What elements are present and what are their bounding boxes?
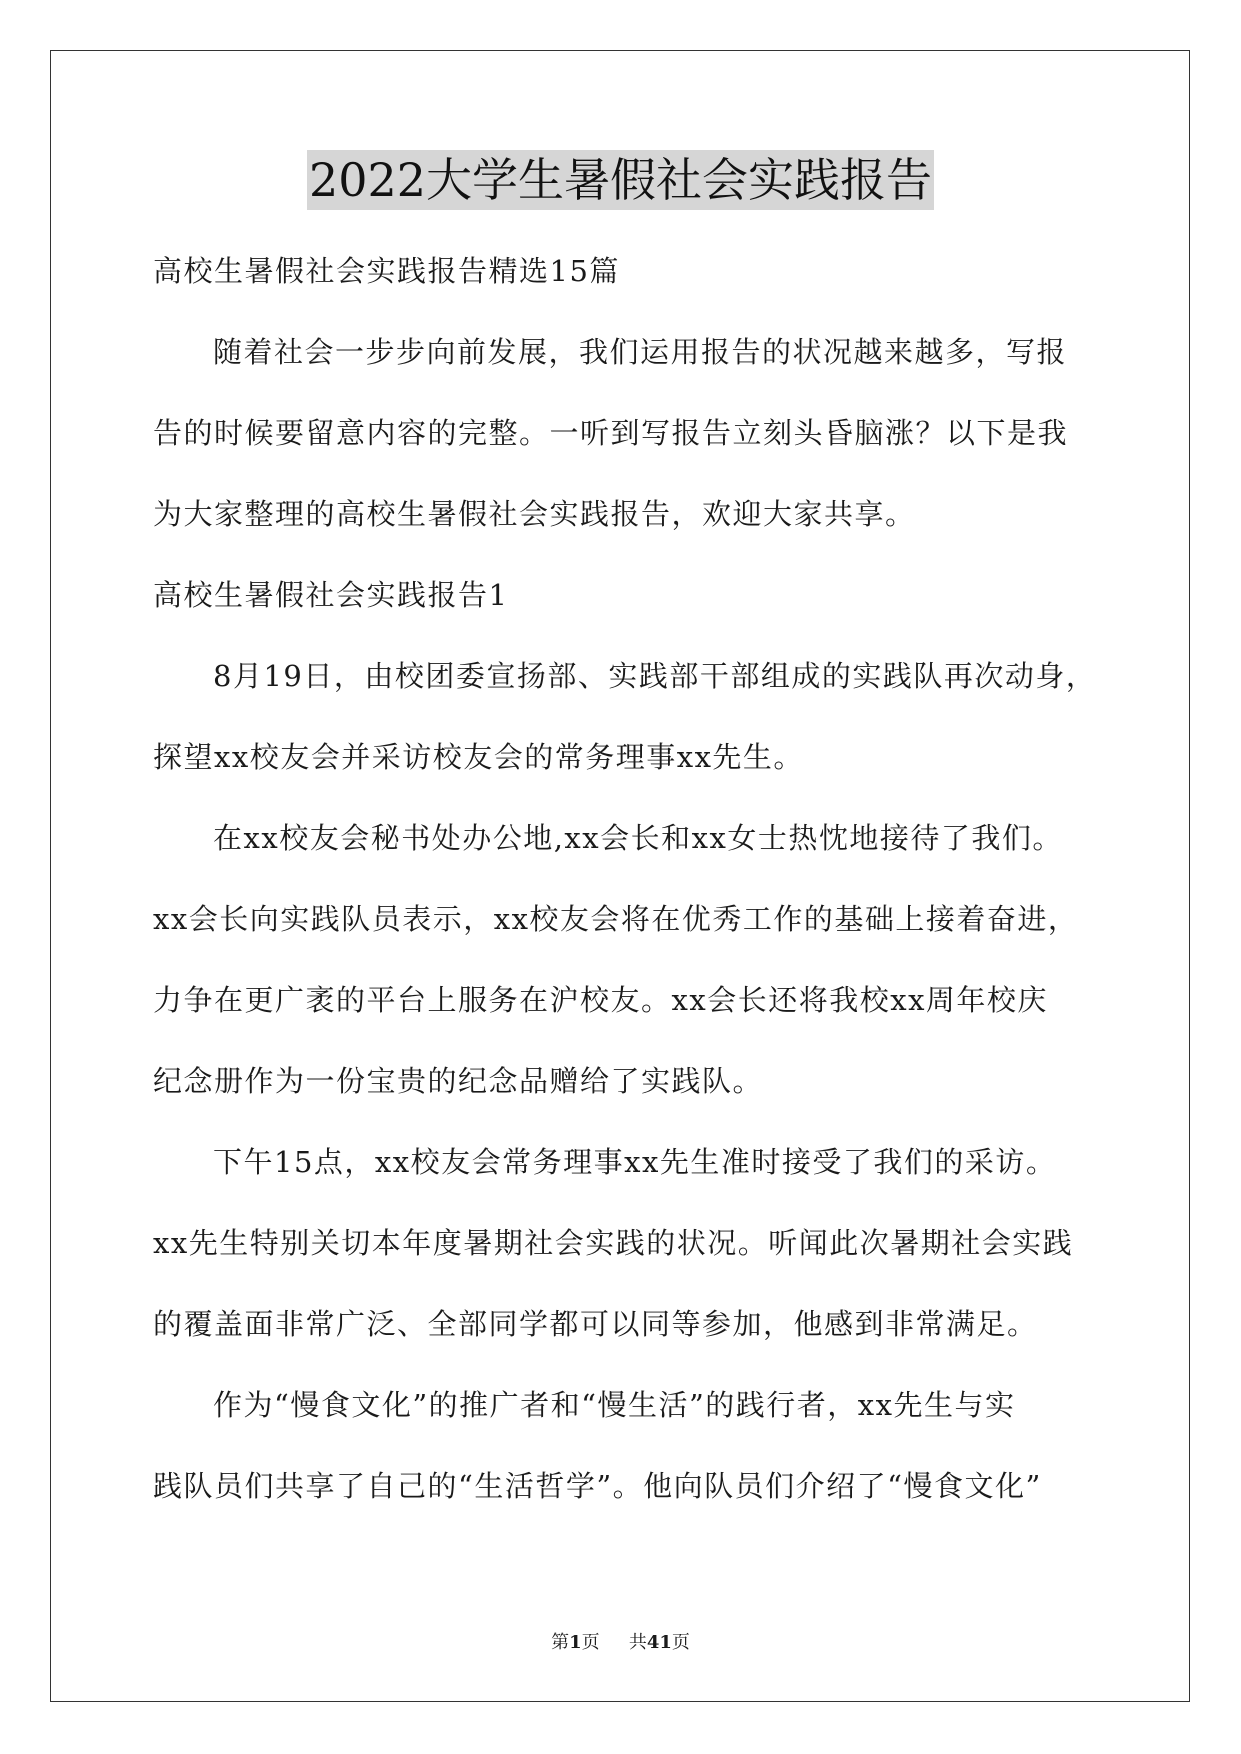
body-line: 力争在更广袤的平台上服务在沪校友。xx会长还将我校xx周年校庆: [153, 983, 1048, 1017]
body-line: 告的时候要留意内容的完整。一听到写报告立刻头昏脑涨？以下是我: [153, 416, 1069, 450]
page-number-suffix: 页: [581, 1632, 600, 1653]
body-line: xx先生特别关切本年度暑期社会实践的状况。听闻此次暑期社会实践: [153, 1226, 1074, 1260]
current-page-number: 1: [569, 1632, 582, 1653]
body-line: 的覆盖面非常广泛、全部同学都可以同等参加，他感到非常满足。: [153, 1307, 1038, 1341]
body-line: 随着社会一步步向前发展，我们运用报告的状况越来越多，写报: [213, 335, 1068, 369]
body-line: 高校生暑假社会实践报告1: [153, 578, 509, 612]
body-line: 纪念册作为一份宝贵的纪念品赠给了实践队。: [153, 1064, 764, 1098]
body-line: 践队员们共享了自己的“生活哲学”。他向队员们介绍了“慢食文化”: [153, 1469, 1042, 1503]
body-line: 下午15点，xx校友会常务理事xx先生准时接受了我们的采访。: [213, 1145, 1057, 1179]
body-line: 高校生暑假社会实践报告精选15篇: [153, 254, 620, 288]
total-pages-suffix: 页: [671, 1632, 690, 1653]
document-title: 2022大学生暑假社会实践报告: [307, 150, 934, 210]
page-number-prefix: 第: [551, 1632, 570, 1653]
body-line: 探望xx校友会并采访校友会的常务理事xx先生。: [153, 740, 804, 774]
body-line: xx会长向实践队员表示，xx校友会将在优秀工作的基础上接着奋进，: [153, 902, 1079, 936]
total-pages-prefix: 共: [628, 1632, 647, 1653]
body-line: 作为“慢食文化”的推广者和“慢生活”的践行者，xx先生与实: [213, 1388, 1016, 1422]
body-line: 在xx校友会秘书处办公地,xx会长和xx女士热忱地接待了我们。: [213, 821, 1063, 855]
body-line: 8月19日，由校团委宣扬部、实践部干部组成的实践队再次动身，: [213, 659, 1097, 693]
title-container: [0, 150, 1241, 210]
total-page-count: 41: [646, 1632, 672, 1653]
body-line: 为大家整理的高校生暑假社会实践报告，欢迎大家共享。: [153, 497, 916, 531]
document-body: [153, 231, 1097, 1527]
page-footer: [0, 1628, 1241, 1654]
